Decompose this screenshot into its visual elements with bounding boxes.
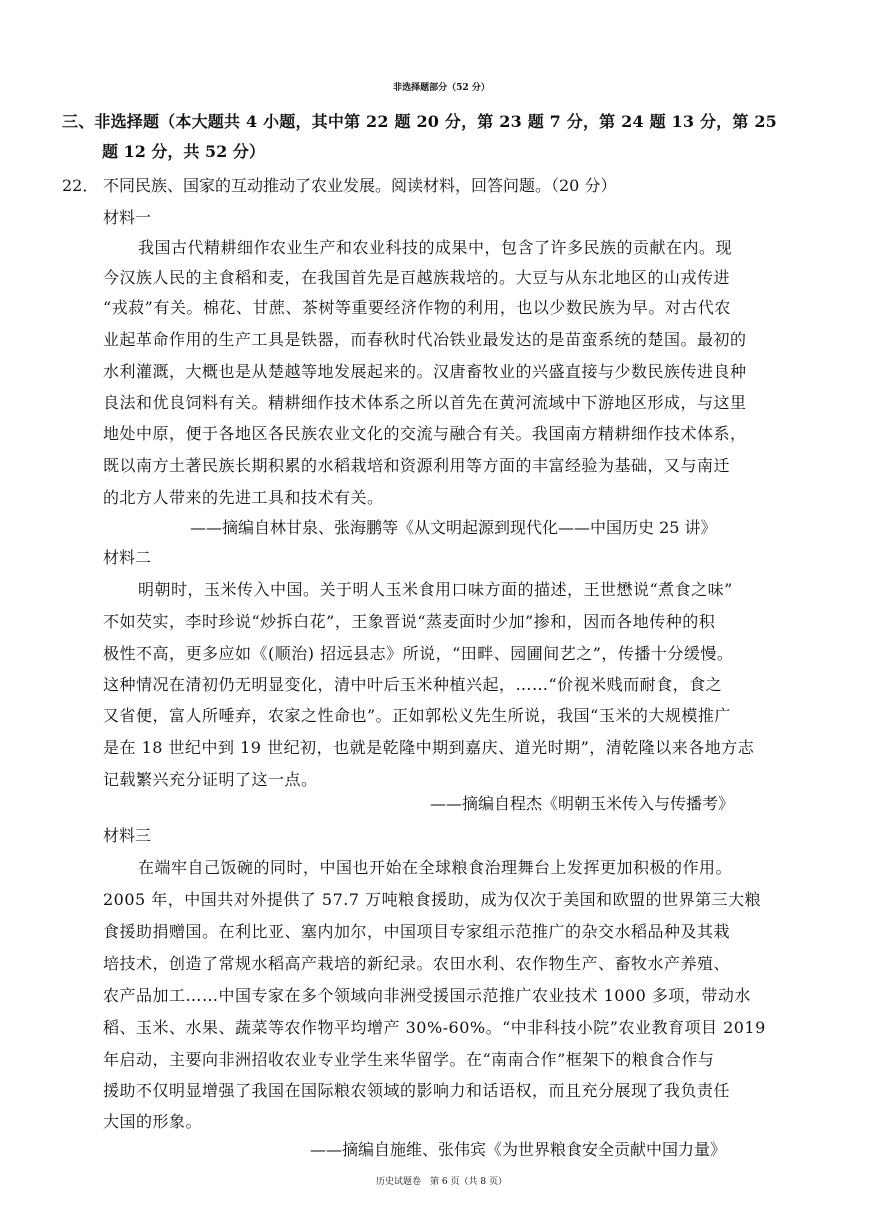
material-line: 业起革命作用的生产工具是铁器，而春秋时代冶铁业最发达的是苗蛮系统的楚国。最初的: [103, 330, 747, 349]
material-line: 记载繁兴充分证明了这一点。: [103, 770, 318, 789]
material-label: 材料三: [103, 826, 152, 845]
material-line: 稻、玉米、水果、蔬菜等农作物平均增产 30%-60%。“中非科技小院”农业教育项目 2019: [103, 1018, 766, 1037]
material-label: 材料一: [103, 208, 152, 227]
material-line: 援助不仅明显增强了我国在国际粮农领域的影响力和话语权，而且充分展现了我负责任: [103, 1081, 731, 1100]
material-line: 明朝时，玉米传入中国。关于明人玉米食用口味方面的描述，王世懋说“煮食之味”: [138, 580, 733, 599]
material-label: 材料二: [103, 548, 152, 567]
material-line: 的北方人带来的先进工具和技术有关。: [103, 488, 384, 507]
material-line: 2005 年，中国共对外提供了 57.7 万吨粮食援助，成为仅次于美国和欧盟的世界第三大粮: [103, 890, 762, 909]
material-line: 年启动，主要向非洲招收农业专业学生来华留学。在“南南合作”框架下的粮食合作与: [103, 1050, 715, 1069]
page-footer: 历史试题卷 第 6 页（共 8 页）: [376, 1177, 507, 1187]
material-line: 培技术，创造了常规水稻高产栽培的新纪录。农田水利、农作物生产、畜牧水产养殖、: [103, 954, 731, 973]
material-line: 是在 18 世纪中到 19 世纪初，也就是乾隆中期到嘉庆、道光时期”，清乾隆以来各地方志: [103, 738, 755, 757]
material-line: 今汉族人民的主食稻和麦，在我国首先是百越族栽培的。大豆与从东北地区的山戎传进: [103, 268, 731, 287]
section-header-line2: 题 12 分，共 52 分）: [102, 142, 265, 161]
material-line: 极性不高，更多应如《(顺治) 招远县志》所说，“田畔、园圃间艺之”，传播十分缓慢。: [103, 644, 734, 663]
material-source: ——摘编自程杰《明朝玉米传入与传播考》: [430, 794, 735, 813]
material-line: 地处中原，便于各地区各民族农业文化的交流与融合有关。我国南方精耕细作技术体系，: [103, 424, 747, 443]
material-line: 我国古代精耕细作农业生产和农业科技的成果中，包含了许多民族的贡献在内。现: [138, 238, 733, 257]
question-number: 22．: [62, 176, 99, 195]
material-line: 食援助捐赠国。在利比亚、塞内加尔，中国项目专家组示范推广的杂交水稻品种及其栽: [103, 922, 731, 941]
material-line: 水利灌溉，大概也是从楚越等地发展起来的。汉唐畜牧业的兴盛直接与少数民族传进良种: [103, 362, 747, 381]
question-text: 不同民族、国家的互动推动了农业发展。阅读材料，回答问题。（20 分）: [103, 176, 617, 195]
material-source: ——摘编自林甘泉、张海鹏等《从文明起源到现代化——中国历史 25 讲》: [190, 518, 717, 537]
material-line: 大国的形象。: [103, 1112, 203, 1131]
material-source: ——摘编自施维、张伟宾《为世界粮食安全贡献中国力量》: [310, 1140, 727, 1159]
material-line: “戎菽”有关。棉花、甘蔗、茶树等重要经济作物的利用，也以少数民族为早。对古代农: [103, 298, 731, 317]
material-line: 农产品加工……中国专家在多个领域向非洲受援国示范推广农业技术 1000 多项，带动水: [103, 986, 751, 1005]
material-line: 不如芡实，李时珍说“炒拆白花”，王象晋说“蒸麦面时少加”掺和，因而各地传种的积: [103, 612, 716, 631]
material-line: 在端牢自己饭碗的同时，中国也开始在全球粮食治理舞台上发挥更加积极的作用。: [138, 858, 733, 877]
material-line: 既以南方土著民族长期积累的水稻栽培和资源利用等方面的丰富经验为基础，又与南迁: [103, 456, 731, 475]
material-line: 良法和优良饲料有关。精耕细作技术体系之所以首先在黄河流域中下游地区形成，与这里: [103, 393, 747, 412]
material-line: 又省便，富人所唾弃，农家之性命也”。正如郭松义先生所说，我国“玉米的大规模推广: [103, 706, 731, 725]
material-line: 这种情况在清初仍无明显变化，清中叶后玉米种植兴起，……“价视米贱而耐食，食之: [103, 675, 723, 694]
section-header-line1: 三、非选择题（本大题共 4 小题，其中第 22 题 20 分，第 23 题 7 分，第 24 题 13 分，第 25: [62, 112, 778, 131]
section-title: 非选择题部分（52 分）: [393, 83, 490, 93]
